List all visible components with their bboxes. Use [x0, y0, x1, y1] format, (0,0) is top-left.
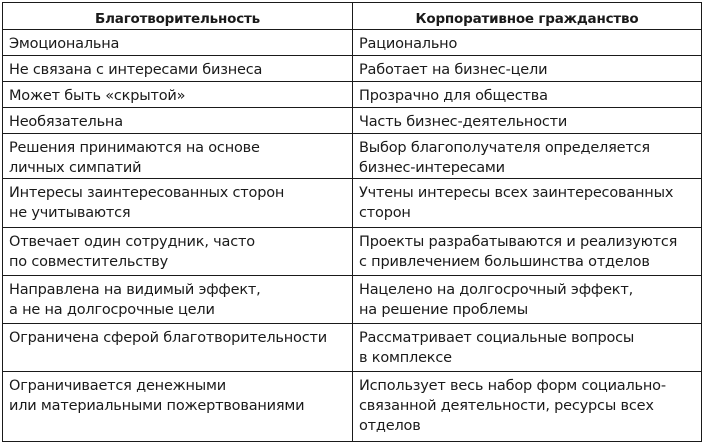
table-cell-charity: Ограничивается денежными или материальными пожертвованиями [3, 372, 353, 442]
table-row [3, 30, 702, 56]
table-cell-charity: Эмоциональна [3, 30, 353, 56]
table-row [3, 134, 702, 179]
table-row [3, 56, 702, 82]
table-cell-corporate: Нацелено на долгосрочный эффект, на решение проблемы [353, 276, 702, 324]
table-cell-charity: Интересы заинтересованных сторон не учитываются [3, 179, 353, 228]
table-row [3, 324, 702, 372]
table-cell-corporate: Рационально [353, 30, 702, 56]
table-cell-corporate: Работает на бизнес-цели [353, 56, 702, 82]
table-row [3, 228, 702, 276]
header-row [3, 3, 702, 30]
table-row [3, 82, 702, 108]
table-cell-charity: Решения принимаются на основе личных симпатий [3, 134, 353, 179]
table-cell-charity: Может быть «скрытой» [3, 82, 353, 108]
table-cell-corporate: Проекты разрабатываются и реализуются с привлечением большинства отделов [353, 228, 702, 276]
comparison-table [2, 2, 702, 442]
table-cell-charity: Отвечает один сотрудник, часто по совместительству [3, 228, 353, 276]
column-header-corporate-citizenship: Корпоративное гражданство [353, 3, 702, 30]
table-cell-corporate: Часть бизнес-деятельности [353, 108, 702, 134]
table-cell-corporate: Выбор благополучателя определяется бизнес-интересами [353, 134, 702, 179]
table-cell-corporate: Рассматривает социальные вопросы в комплексе [353, 324, 702, 372]
column-header-charity: Благотворительность [3, 3, 353, 30]
table-row [3, 372, 702, 442]
table-row [3, 276, 702, 324]
table-cell-corporate: Использует весь набор форм социально- связанной деятельности, ресурсы всех отделов [353, 372, 702, 442]
table-row [3, 108, 702, 134]
table-cell-charity: Необязательна [3, 108, 353, 134]
table-cell-corporate: Учтены интересы всех заинтересованных сторон [353, 179, 702, 228]
table-cell-charity: Ограничена сферой благотворительности [3, 324, 353, 372]
table-cell-charity: Направлена на видимый эффект, а не на долгосрочные цели [3, 276, 353, 324]
table-row [3, 179, 702, 228]
table-cell-corporate: Прозрачно для общества [353, 82, 702, 108]
table-cell-charity: Не связана с интересами бизнеса [3, 56, 353, 82]
